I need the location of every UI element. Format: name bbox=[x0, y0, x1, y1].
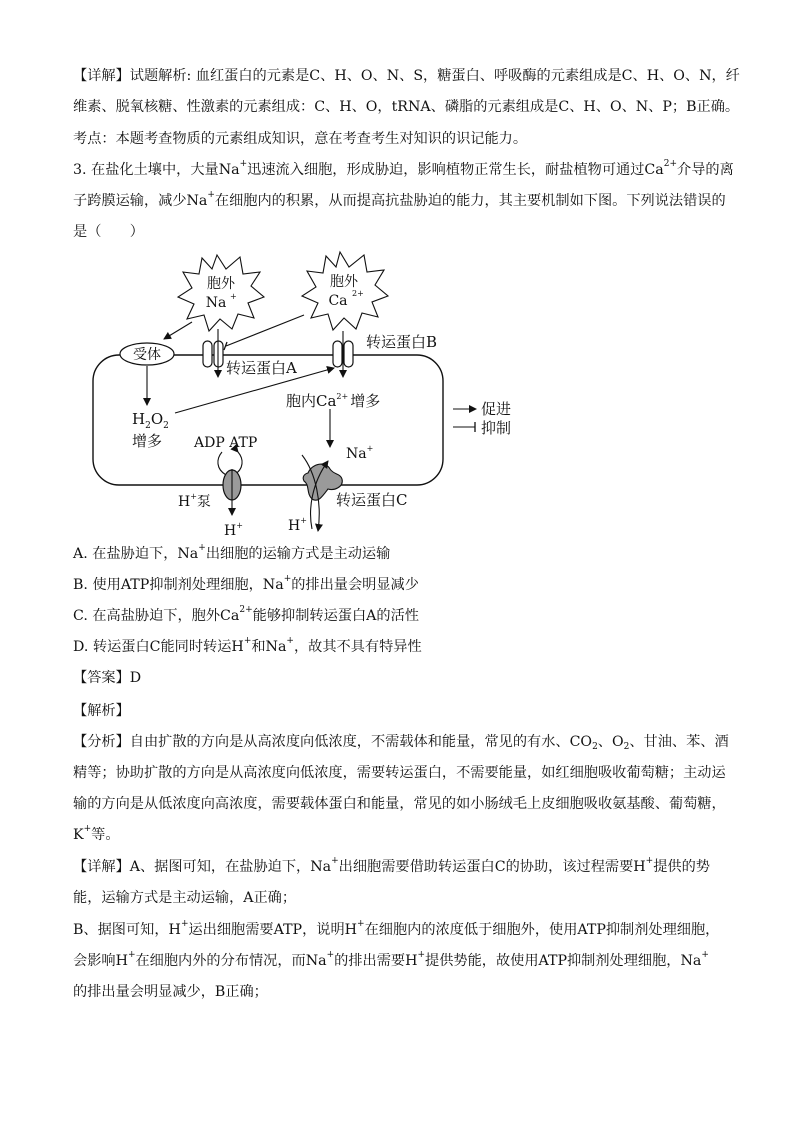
detail2-line-3: B、据图可知，H+运出细胞需要ATP，说明H+在细胞内的浓度低于细胞外，使用ATP抑制剂处理细胞， bbox=[73, 919, 720, 938]
h-pump-label: H+泵 bbox=[178, 492, 211, 510]
analysis-line-4: K+等。 bbox=[73, 824, 120, 843]
extracellular-ca-burst bbox=[302, 252, 388, 330]
protein-a-label: 转运蛋白A bbox=[226, 359, 297, 377]
burst1-label: 胞外 bbox=[207, 276, 235, 292]
detail2-line-4: 会影响H+在细胞内外的分布情况，而Na+的排出需要H+提供势能，故使用ATP抑制剂处理细胞，Na+ bbox=[73, 950, 709, 969]
extracellular-na-burst bbox=[178, 255, 264, 331]
burst1-ion: Na bbox=[205, 295, 227, 311]
salt-stress-mechanism-diagram bbox=[90, 247, 530, 547]
option-b: B. 使用ATP抑制剂处理细胞，Na+的排出量会明显减少 bbox=[73, 574, 419, 593]
transport-protein-a bbox=[203, 341, 223, 367]
na-c-label: Na+ bbox=[346, 444, 374, 462]
burst2-label: 胞外 bbox=[330, 274, 358, 290]
detail2-line-1: 【详解】A、据图可知，在盐胁迫下，Na+出细胞需要借助转运蛋白C的协助，该过程需要H+提供的势 bbox=[73, 856, 710, 875]
intracellular-ca-label: 胞内$Ca^{2+}$ 增多 bbox=[286, 392, 381, 410]
detail-line-1: 【详解】试题解析: 血红蛋白的元素是C、H、O、N、S，糖蛋白、呼吸酶的元素组成是C、H、O、N，纤 bbox=[73, 68, 740, 84]
question-3-line-3: 是（ ） bbox=[73, 224, 144, 240]
question-3-line-1: 3. 在盐化土壤中，大量Na+迅速流入细胞，形成胁迫，影响植物正常生长，耐盐植物可通过$Ca^{2+}$介导的离 bbox=[73, 159, 734, 178]
analysis-line-1: 【分析】自由扩散的方向是从高浓度向低浓度，不需载体和能量，常见的有水、CO2、O2、甘油、苯、酒 bbox=[73, 734, 729, 752]
adp-atp-label: ADP ATP bbox=[194, 435, 258, 451]
option-a: A. 在盐胁迫下，Na+出细胞的运输方式是主动运输 bbox=[73, 543, 391, 562]
h2o2-label: $H_2O_2$ bbox=[132, 410, 169, 431]
analysis-line-2: 精等；协助扩散的方向是从高浓度向低浓度，需要转运蛋白，不需要能量，如红细胞吸收葡萄糖；主动运 bbox=[73, 765, 726, 781]
detail2-line-2: 能，运输方式是主动运输，A正确； bbox=[73, 890, 297, 906]
kaodian-line: 考点：本题考查物质的元素组成知识，意在考查考生对知识的识记能力。 bbox=[73, 131, 528, 147]
analysis-heading: 【解析】 bbox=[73, 703, 130, 719]
protein-b-label: 转运蛋白B bbox=[366, 333, 438, 351]
burst2-ion: Ca bbox=[328, 293, 348, 309]
detail2-line-5: 的排出量会明显减少，B正确； bbox=[73, 984, 268, 1000]
h2o2-increase-label: 增多 bbox=[132, 432, 163, 450]
legend-inhibit: 抑制 bbox=[481, 419, 512, 437]
burst1-ion-sup: + bbox=[230, 292, 237, 301]
option-c: C. 在高盐胁迫下，胞外$Ca^{2+}$能够抑制转运蛋白A的活性 bbox=[73, 605, 419, 624]
question-3-line-2: 子跨膜运输，减少Na+在细胞内的积累，从而提高抗盐胁迫的能力，其主要机制如下图。下列说法错误的 bbox=[73, 190, 726, 209]
h-c-label: H+ bbox=[288, 516, 307, 534]
receptor-label: 受体 bbox=[133, 347, 161, 363]
analysis-line-3: 输的方向是从低浓度向高浓度，需要载体蛋白和能量，常见的如小肠绒毛上皮细胞吸收氨基酸、葡萄糖， bbox=[73, 796, 726, 812]
protein-c-label: 转运蛋白C bbox=[336, 491, 408, 509]
burst2-ion-sup: 2+ bbox=[352, 289, 364, 298]
option-d: D. 转运蛋白C能同时转运H+和Na+，故其不具有特异性 bbox=[73, 636, 422, 655]
legend-promote: 促进 bbox=[481, 400, 512, 418]
detail-line-2: 维素、脱氧核糖、性激素的元素组成：C、H、O，tRNA、磷脂的元素组成是C、H、O、N、P；B正确。 bbox=[73, 99, 740, 115]
h-out-label: H+ bbox=[224, 521, 243, 539]
answer-line: 【答案】D bbox=[73, 670, 142, 686]
